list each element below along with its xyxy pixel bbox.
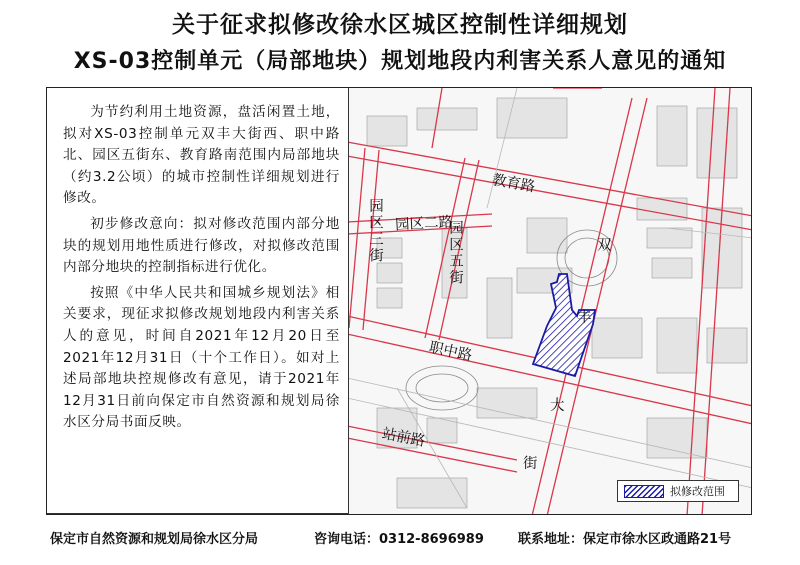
legend-hatch-swatch [624, 485, 664, 498]
footer-phone: 咨询电话：0312-8696989 [314, 532, 484, 547]
notice-title-line1: 关于征求拟修改徐水区城区控制性详细规划 [172, 12, 628, 38]
planning-map-frame [46, 87, 752, 515]
notice-title-line2: XS-03控制单元（局部地块）规划地段内利害关系人意见的通知 [73, 49, 727, 74]
road-label-yuanqu3: 园区三街 [367, 198, 383, 264]
road-label-jiaoyu: 教育路 [490, 172, 537, 196]
road-label-yuanqu5: 园区五街 [447, 220, 463, 286]
road-label-shuangfeng-3: 大 [550, 398, 565, 414]
road-label-shuangfeng-4: 街 [523, 456, 538, 472]
notice-body [47, 88, 349, 514]
footer-address: 联系地址：保定市徐水区政通路21号 [518, 532, 732, 547]
notice-paragraph-2: 初步修改意向：拟对修改范围内部分地块的规划用地性质进行修改，对拟修改范围内部分地块的控制指标进行优化。 [63, 215, 340, 276]
road-label-zhanqian: 站前路 [380, 425, 427, 450]
legend-label: 拟修改范围 [670, 485, 725, 498]
road-label-shuangfeng-1: 双 [597, 238, 612, 254]
notice-paragraph-3: 按照《中华人民共和国城乡规划法》相关要求，现征求拟修改规划地段内利害关系人的意见，时间自2021年12月20日至2021年12月31日（十个工作日）。如对上述局部地块控规修改有意见，请于2021年12月31日前向保定市自然资源和规划局徐水区分局书面反映。 [63, 284, 340, 431]
road-label-shuangfeng-2: 丰 [577, 310, 592, 326]
map-legend [617, 480, 739, 502]
road-label-yuanqu2: 园区二路 [394, 214, 454, 234]
notice-footer [0, 528, 800, 550]
footer-office: 保定市自然资源和规划局徐水区分局 [50, 532, 259, 547]
notice-paragraph-1: 为节约利用土地资源，盘活闲置土地，拟对XS-03控制单元双丰大街西、职中路北、园区五街东、教育路南范围内局部地块（约3.2公顷）的城市控制性详细规划进行修改。 [63, 104, 340, 207]
road-label-zhizhong: 职中路 [427, 339, 474, 365]
